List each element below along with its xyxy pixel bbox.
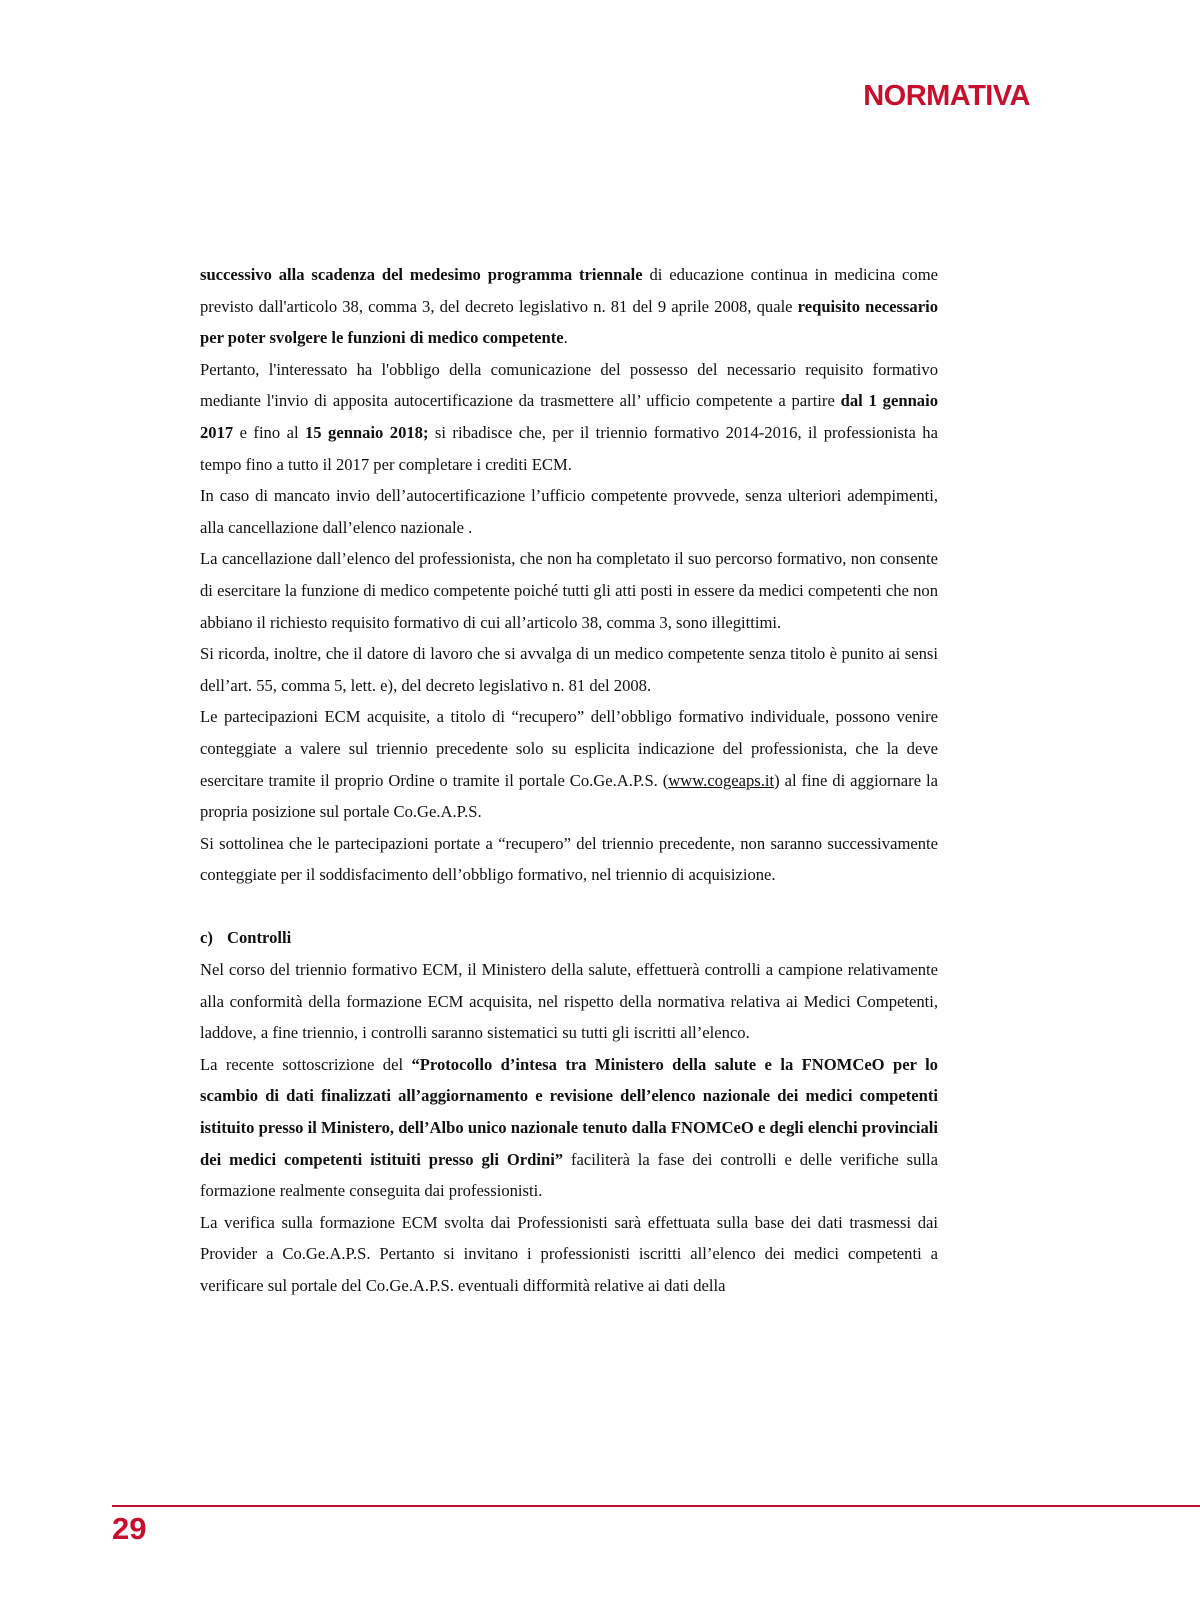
paragraph: Nel corso del triennio formativo ECM, il Ministero della salute, effettuerà controlli a campione relativamente alla conformità della formazione ECM acquisita, nel rispetto della normativa relativa ai Medici Competenti, laddove, a fine triennio, i controlli saranno sistematici su tutti gli iscritti all’elenco. [200,960,938,1043]
section-heading-controlli [200,922,938,954]
page-number: 29 [112,1511,147,1546]
section-title: NORMATIVA [863,80,1030,112]
paragraph: Le partecipazioni ECM acquisite, a titolo di “recupero” dell’obbligo formativo individuale, possono venire conteggiate a valere sul triennio precedente solo su esplicita indicazione del professionista, che la deve esercitare tramite il proprio Ordine o tramite il portale Co.Ge.A.P.S. (www.cogeaps.it) al fine di aggiornare la propria posizione sul portale Co.Ge.A.P.S. [200,707,938,822]
paragraph: La cancellazione dall’elenco del professionista, che non ha completato il suo percorso formativo, non consente di esercitare la funzione di medico competente poiché tutti gli atti posti in essere da medici competenti che non abbiano il richiesto requisito formativo di cui all’articolo 38, comma 3, sono illegittimi. [200,549,938,632]
cogeaps-link[interactable]: www.cogeaps.it [668,770,775,790]
paragraph: successivo alla scadenza del medesimo programma triennale di educazione continua in medicina come previsto dall'articolo 38, comma 3, del decreto legislativo n. 81 del 9 aprile 2008, quale requisito necessario per poter svolgere le funzioni di medico competente. [200,265,938,348]
paragraph: La verifica sulla formazione ECM svolta dai Professionisti sarà effettuata sulla base dei dati trasmessi dai Provider a Co.Ge.A.P.S. Pertanto si invitano i professionisti iscritti all’elenco dei medici competenti a verificare sul portale del Co.Ge.A.P.S. eventuali difformità relative ai dati della [200,1212,938,1295]
paragraph: La recente sottoscrizione del “Protocollo d’intesa tra Ministero della salute e la FNOMCeO per lo scambio di dati finalizzati all’aggiornamento e revisione dell’elenco nazionale dei medici competenti istituito presso il Ministero, dell’Albo unico nazionale tenuto dalla FNOMCeO e degli elenchi provinciali dei medici competenti istituiti presso gli Ordini” faciliterà la fase dei controlli e delle verifiche sulla formazione realmente conseguita dai professionisti. [200,1054,938,1201]
heading-title: Controlli [227,928,292,948]
heading-letter: c) [200,928,213,948]
paragraph: In caso di mancato invio dell’autocertificazione l’ufficio competente provvede, senza ulteriori adempimenti, alla cancellazione dall’elenco nazionale . [200,486,938,537]
document-body [200,259,938,1302]
paragraph: Pertanto, l'interessato ha l'obbligo della comunicazione del possesso del necessario requisito formativo mediante l'invio di apposita autocertificazione da trasmettere all’ ufficio competente a partire dal 1 gennaio 2017 e fino al 15 gennaio 2018; si ribadisce che, per il triennio formativo 2014-2016, il professionista ha tempo fino a tutto il 2017 per completare i crediti ECM. [200,359,938,474]
paragraph: Si sottolinea che le partecipazioni portate a “recupero” del triennio precedente, non saranno successivamente conteggiate per il soddisfacimento dell’obbligo formativo, nel triennio di acquisizione. [200,833,938,885]
footer-divider [112,1505,1200,1507]
paragraph: Si ricorda, inoltre, che il datore di lavoro che si avvalga di un medico competente senza titolo è punito ai sensi dell’art. 55, comma 5, lett. e), del decreto legislativo n. 81 del 2008. [200,644,938,695]
